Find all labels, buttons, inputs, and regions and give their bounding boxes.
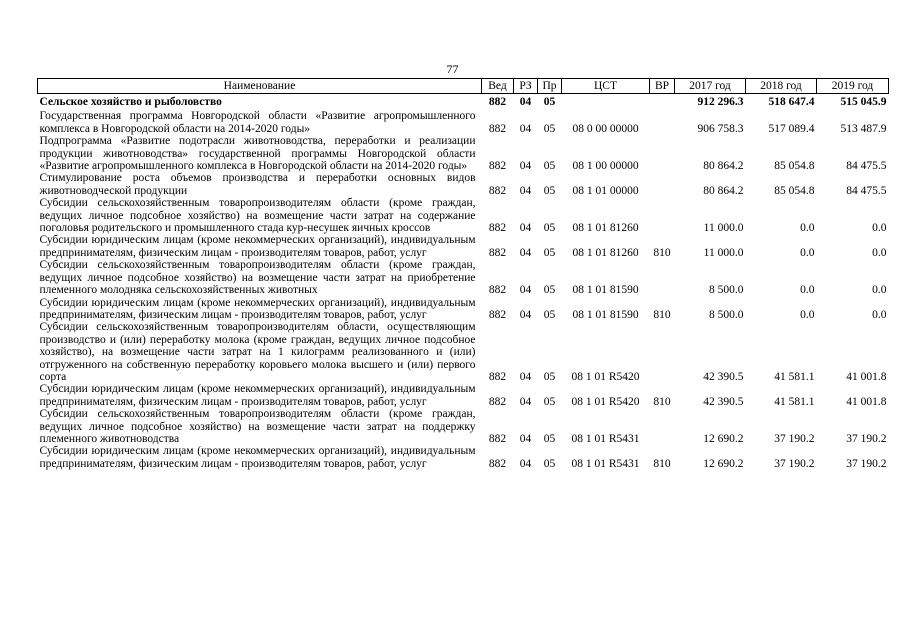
cell-ved: 882 <box>488 222 507 235</box>
cell-name: Субсидии сельскохозяйственным товаропроизводителям области (кроме граждан, ведущих личное подсобное хозяйство) на возмещение части затрат на приобретение племенного молодняка сельскохозяйственных животных <box>39 259 476 297</box>
cell-2019: 37 190.2 <box>846 432 887 445</box>
cell-vr <box>650 94 675 111</box>
cell-cst: 08 1 01 R5420 <box>571 370 640 383</box>
cell-rz: 04 <box>519 457 532 470</box>
header-vr: ВР <box>650 79 675 94</box>
header-pr: Пр <box>538 79 562 94</box>
cell-ved: 882 <box>488 96 507 108</box>
table-row <box>38 321 889 383</box>
header-2019: 2019 год <box>817 79 889 94</box>
header-name: Наименование <box>38 79 482 94</box>
cell-name: Субсидии сельскохозяйственным товаропроизводителям области (кроме граждан, ведущих личное подсобное хозяйство) на возмещение части затрат на содержание поголовья родительского и промышленного стада кур-несушек яичных кроссов <box>39 197 476 235</box>
cell-2018: 0.0 <box>800 246 815 259</box>
table-row <box>38 94 889 111</box>
cell-cst: 08 1 01 81590 <box>572 284 639 297</box>
cell-cst: 08 0 00 00000 <box>572 122 639 135</box>
cell-2019: 0.0 <box>872 222 887 235</box>
cell-ved: 882 <box>488 284 507 297</box>
cell-rz: 04 <box>519 122 532 135</box>
cell-ved: 882 <box>488 184 507 197</box>
header-rz: РЗ <box>514 79 538 94</box>
cell-ved: 882 <box>488 395 507 408</box>
cell-2017: 42 390.5 <box>703 370 744 383</box>
table-row <box>38 234 889 259</box>
cell-rz: 04 <box>519 395 532 408</box>
cell-2019: 41 001.8 <box>846 370 887 383</box>
cell-2018: 85 054.8 <box>774 160 815 173</box>
cell-vr: 810 <box>653 308 671 321</box>
cell-2019: 41 001.8 <box>846 395 887 408</box>
table-row <box>38 297 889 322</box>
header-2017: 2017 год <box>675 79 746 94</box>
cell-vr <box>650 135 675 172</box>
cell-rz: 04 <box>519 370 532 383</box>
cell-2019: 84 475.5 <box>846 160 887 173</box>
cell-vr <box>650 197 675 234</box>
cell-cst: 08 1 01 R5420 <box>571 395 640 408</box>
cell-pr: 05 <box>543 308 556 321</box>
cell-name: Субсидии сельскохозяйственным товаропроизводителям области, осуществляющим производство и (или) переработку молока (кроме граждан, ведущих личное подсобное хозяйство), на возмещение части затрат на 1 килограмм реализованного и (или) отгруженного на собственную переработку коровьего молока высшего и (или) первого сорта <box>39 321 476 383</box>
table-row <box>38 135 889 172</box>
cell-pr: 05 <box>543 284 556 297</box>
cell-cst: 08 1 00 00000 <box>572 160 639 173</box>
cell-2017: 8 500.0 <box>709 284 744 297</box>
cell-cst: 08 1 01 R5431 <box>571 432 640 445</box>
cell-vr: 810 <box>653 246 671 259</box>
cell-2017: 12 690.2 <box>703 457 744 470</box>
cell-2019: 0.0 <box>872 308 887 321</box>
cell-2017: 12 690.2 <box>703 432 744 445</box>
cell-pr: 05 <box>543 222 556 235</box>
table-row <box>38 110 889 135</box>
cell-2018: 41 581.1 <box>774 395 815 408</box>
cell-2019: 515 045.9 <box>840 96 887 108</box>
cell-2017: 912 296.3 <box>697 96 744 108</box>
cell-name: Сельское хозяйство и рыболовство <box>39 96 222 108</box>
table-row <box>38 259 889 296</box>
cell-name: Стимулирование роста объемов производства и переработки основных видов животноводческой продукции <box>39 172 476 197</box>
cell-vr <box>650 321 675 383</box>
cell-2018: 517 089.4 <box>768 122 815 135</box>
table-row <box>38 445 889 470</box>
cell-2017: 8 500.0 <box>709 308 744 321</box>
cell-ved: 882 <box>488 370 507 383</box>
cell-2019: 0.0 <box>872 246 887 259</box>
cell-2017: 11 000.0 <box>703 222 744 235</box>
cell-2019: 0.0 <box>872 284 887 297</box>
cell-name: Субсидии юридическим лицам (кроме некоммерческих организаций), индивидуальным предпринимателям, физическим лицам - производителям товаров, работ, услуг <box>39 234 476 259</box>
page-number: 77 <box>446 62 459 76</box>
cell-pr: 05 <box>543 184 556 197</box>
cell-name: Государственная программа Новгородской области «Развитие агропромышленного комплекса в Новгородской области на 2014-2020 годы» <box>39 110 476 135</box>
cell-2018: 0.0 <box>800 222 815 235</box>
table-row <box>38 172 889 197</box>
cell-2019: 84 475.5 <box>846 184 887 197</box>
cell-rz: 04 <box>519 96 532 108</box>
cell-vr <box>650 408 675 445</box>
cell-pr: 05 <box>543 160 556 173</box>
budget-table <box>37 78 889 470</box>
cell-2019: 37 190.2 <box>846 457 887 470</box>
header-cst: ЦСТ <box>562 79 650 94</box>
cell-2018: 41 581.1 <box>774 370 815 383</box>
cell-2018: 85 054.8 <box>774 184 815 197</box>
cell-ved: 882 <box>488 246 507 259</box>
cell-name: Субсидии юридическим лицам (кроме некоммерческих организаций), индивидуальным предпринимателям, физическим лицам - производителям товаров, работ, услуг <box>39 445 476 470</box>
cell-2018: 518 647.4 <box>768 96 815 108</box>
table-body <box>38 94 889 471</box>
cell-vr: 810 <box>653 395 671 408</box>
cell-pr: 05 <box>543 432 556 445</box>
cell-vr <box>650 259 675 296</box>
table-row <box>38 197 889 234</box>
cell-vr <box>650 172 675 197</box>
cell-2017: 80 864.2 <box>703 184 744 197</box>
cell-ved: 882 <box>488 432 507 445</box>
cell-rz: 04 <box>519 308 532 321</box>
cell-rz: 04 <box>519 284 532 297</box>
cell-cst: 08 1 01 81260 <box>572 222 639 235</box>
cell-2018: 37 190.2 <box>774 432 815 445</box>
cell-cst: 08 1 01 81590 <box>572 308 639 321</box>
cell-ved: 882 <box>488 457 507 470</box>
cell-pr: 05 <box>543 96 556 108</box>
cell-cst: 08 1 01 R5431 <box>571 457 640 470</box>
cell-name: Субсидии сельскохозяйственным товаропроизводителям области (кроме граждан, ведущих личное подсобное хозяйство) на возмещение части затрат на поддержку племенного животноводства <box>39 408 476 445</box>
header-ved: Вед <box>482 79 514 94</box>
cell-rz: 04 <box>519 160 532 173</box>
cell-cst <box>562 94 650 111</box>
cell-ved: 882 <box>488 308 507 321</box>
cell-rz: 04 <box>519 246 532 259</box>
cell-2018: 37 190.2 <box>774 457 815 470</box>
cell-2017: 11 000.0 <box>703 246 744 259</box>
table-row <box>38 408 889 445</box>
cell-2019: 513 487.9 <box>840 122 887 135</box>
cell-2018: 0.0 <box>800 308 815 321</box>
cell-pr: 05 <box>543 370 556 383</box>
cell-vr: 810 <box>653 457 671 470</box>
header-2018: 2018 год <box>746 79 817 94</box>
cell-name: Субсидии юридическим лицам (кроме некоммерческих организаций), индивидуальным предпринимателям, физическим лицам - производителям товаров, работ, услуг <box>39 296 476 321</box>
cell-rz: 04 <box>519 222 532 235</box>
cell-pr: 05 <box>543 246 556 259</box>
cell-rz: 04 <box>519 432 532 445</box>
cell-pr: 05 <box>543 122 556 135</box>
cell-cst: 08 1 01 81260 <box>572 246 639 259</box>
table-row <box>38 383 889 408</box>
cell-pr: 05 <box>543 395 556 408</box>
cell-2017: 80 864.2 <box>703 160 744 173</box>
cell-cst: 08 1 01 00000 <box>572 184 639 197</box>
cell-2017: 42 390.5 <box>703 395 744 408</box>
table-header-row <box>38 79 889 94</box>
cell-name: Субсидии юридическим лицам (кроме некоммерческих организаций), индивидуальным предпринимателям, физическим лицам - производителям товаров, работ, услуг <box>39 383 476 408</box>
cell-ved: 882 <box>488 122 507 135</box>
cell-name: Подпрограмма «Развитие подотрасли животноводства, переработки и реализации продукции животноводства» государственной программы Новгородской области «Развитие агропромышленного комплекса в Новгородской области на 2014-2020 годы» <box>39 135 476 173</box>
cell-ved: 882 <box>488 160 507 173</box>
cell-pr: 05 <box>543 457 556 470</box>
cell-2017: 906 758.3 <box>697 122 744 135</box>
cell-vr <box>650 110 675 135</box>
cell-2018: 0.0 <box>800 284 815 297</box>
cell-rz: 04 <box>519 184 532 197</box>
